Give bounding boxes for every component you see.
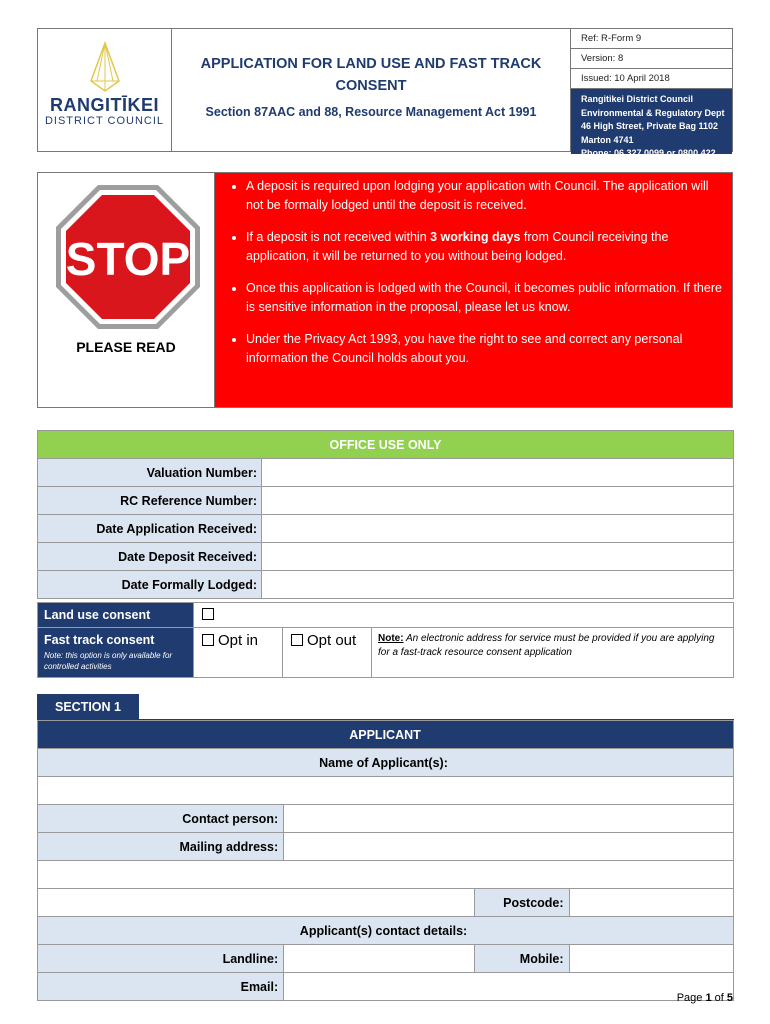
- opt-out-cell[interactable]: [283, 628, 372, 678]
- date-lodged-label: Date Formally Lodged:: [38, 571, 262, 599]
- council-address: [571, 89, 732, 172]
- land-use-checkbox-cell: [194, 603, 734, 628]
- notice-item: • A deposit is required upon lodging your application with Council. The application will not be formally lodged until the deposit is received.: [246, 177, 724, 214]
- notice-box: [37, 172, 733, 408]
- stop-sign-icon: [52, 181, 204, 333]
- postcode-label: Postcode:: [475, 889, 569, 917]
- pointed-leaf-icon: [85, 41, 125, 93]
- mailing-address-field-2[interactable]: [38, 861, 734, 889]
- rc-reference-label: RC Reference Number:: [38, 487, 262, 515]
- opt-in-checkbox[interactable]: [202, 634, 214, 646]
- consent-type-table: [37, 602, 734, 678]
- applicant-name-label: Name of Applicant(s):: [38, 749, 734, 777]
- address-line: Phone: 06 327 0099 or 0800 422 522: [581, 148, 716, 172]
- applicant-header: APPLICANT: [38, 721, 734, 749]
- form-title: APPLICATION FOR LAND USE AND FAST TRACK CONSENT: [200, 56, 542, 94]
- date-deposit-field[interactable]: [262, 543, 734, 571]
- logo-wordmark: RANGITĪKEI: [49, 95, 159, 115]
- email-label: Email:: [38, 973, 284, 1001]
- council-logo: [38, 29, 172, 151]
- applicant-name-field[interactable]: [38, 777, 734, 805]
- mailing-address-field[interactable]: [284, 833, 734, 861]
- fast-track-note: Note: this option is only available for controlled activities: [44, 651, 173, 671]
- contact-person-field[interactable]: [284, 805, 734, 833]
- notice-list: [215, 173, 732, 407]
- form-subtitle: Section 87AAC and 88, Resource Management Act 1991: [205, 105, 537, 119]
- notice-item: • Under the Privacy Act 1993, you have the right to see and correct any personal information the Council holds about you.: [246, 330, 724, 367]
- date-lodged-field[interactable]: [262, 571, 734, 599]
- office-use-header: OFFICE USE ONLY: [38, 431, 734, 459]
- fast-track-label-cell: [38, 628, 194, 678]
- stop-sign-text: STOP: [65, 233, 191, 285]
- landline-label: Landline:: [38, 945, 284, 973]
- rc-reference-field[interactable]: [262, 487, 734, 515]
- section-1-tab: SECTION 1: [37, 694, 139, 720]
- notice-item: • Once this application is lodged with the Council, it becomes public information. If there is sensitive information in the proposal, please let us know.: [246, 279, 724, 316]
- opt-out-checkbox[interactable]: [291, 634, 303, 646]
- address-line: 46 High Street, Private Bag 1102: [581, 121, 719, 131]
- applicant-table: [37, 720, 734, 1001]
- mailing-address-label: Mailing address:: [38, 833, 284, 861]
- valuation-number-label: Valuation Number:: [38, 459, 262, 487]
- date-deposit-label: Date Deposit Received:: [38, 543, 262, 571]
- landline-field[interactable]: [284, 945, 475, 973]
- mailing-address-field-3[interactable]: [38, 889, 475, 917]
- form-issued: Issued: 10 April 2018: [571, 69, 732, 89]
- land-use-checkbox[interactable]: [202, 608, 214, 620]
- form-ref: Ref: R-Form 9: [571, 29, 732, 49]
- form-header: [37, 28, 733, 172]
- page-number: Page 1 of 5: [676, 992, 733, 1004]
- office-use-table: [37, 430, 734, 599]
- opt-out-label: Opt out: [307, 632, 357, 649]
- address-line: Rangitikei District Council: [581, 94, 694, 104]
- notice-item: • If a deposit is not received within 3 working days from Council receiving the application, it will be returned to you without being lodged.: [246, 228, 724, 265]
- postcode-field[interactable]: [569, 889, 733, 917]
- date-received-label: Date Application Received:: [38, 515, 262, 543]
- opt-in-label: Opt in: [218, 632, 259, 649]
- please-read-label: PLEASE READ: [76, 339, 176, 355]
- mobile-label: Mobile:: [475, 945, 569, 973]
- address-line: Environmental & Regulatory Dept: [581, 107, 725, 118]
- fast-track-label: Fast track consent: [44, 633, 155, 647]
- address-line: Marton 4741: [581, 134, 634, 145]
- valuation-number-field[interactable]: [262, 459, 734, 487]
- contact-person-label: Contact person:: [38, 805, 284, 833]
- mobile-field[interactable]: [569, 945, 733, 973]
- fast-track-service-note: Note: An electronic address for service must be provided if you are applying for a fast-track resource consent application: [372, 628, 734, 678]
- opt-in-cell[interactable]: [194, 628, 283, 678]
- logo-subtext: DISTRICT COUNCIL: [44, 115, 165, 127]
- date-received-field[interactable]: [262, 515, 734, 543]
- form-version: Version: 8: [571, 49, 732, 69]
- land-use-label: Land use consent: [38, 603, 194, 628]
- contact-details-label: Applicant(s) contact details:: [38, 917, 734, 945]
